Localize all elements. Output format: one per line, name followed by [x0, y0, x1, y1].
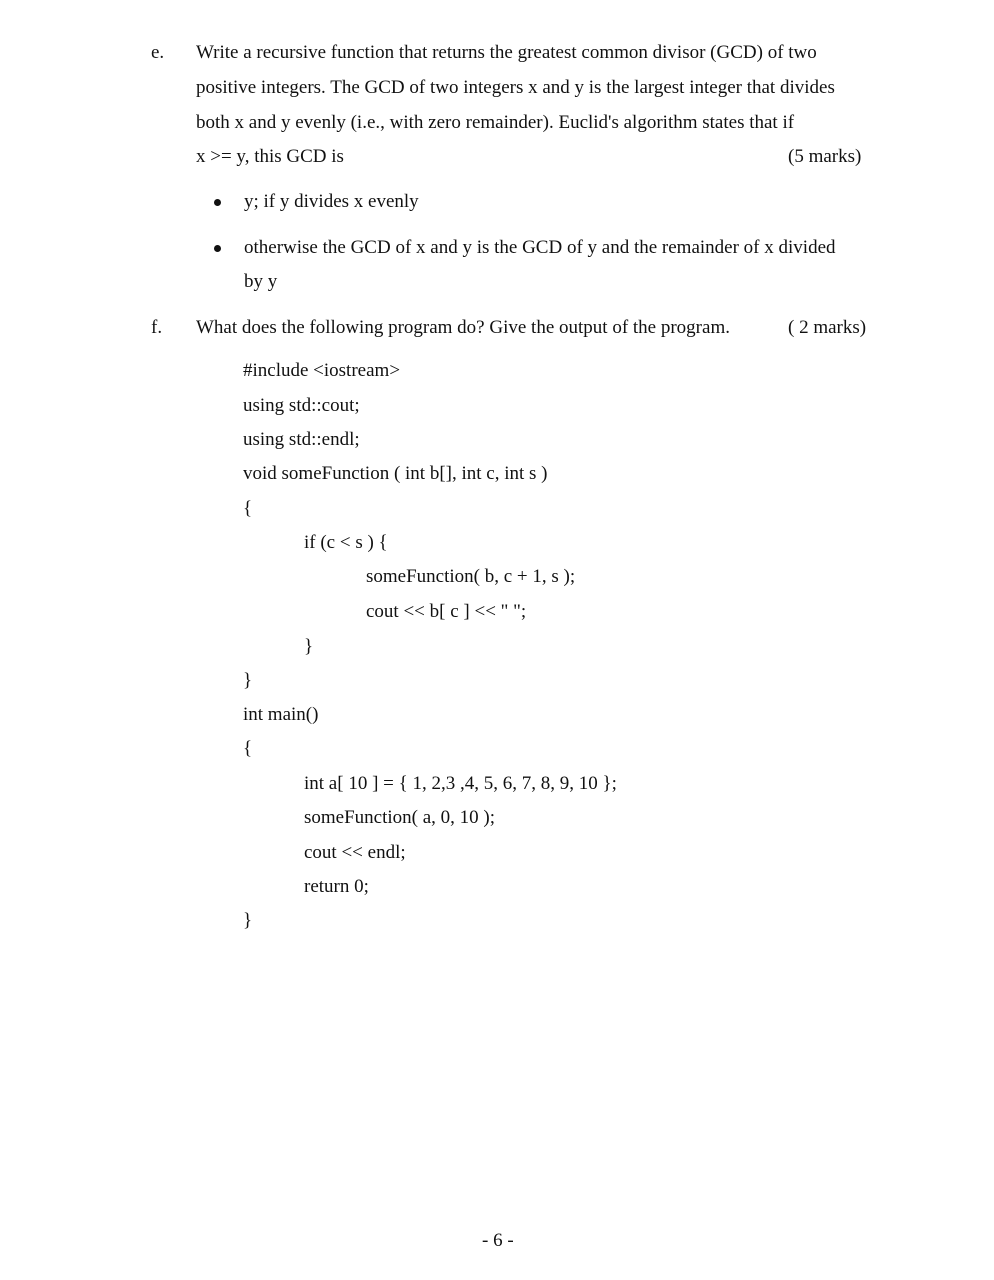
- question-e-bullet-2-line-1: otherwise the GCD of x and y is the GCD of y and the remainder of x divided: [244, 237, 836, 258]
- question-e-line-4: x >= y, this GCD is: [196, 146, 344, 167]
- question-e-bullet-2-line-2: by y: [244, 271, 278, 292]
- code-line: someFunction( a, 0, 10 );: [304, 807, 496, 828]
- code-line: void someFunction ( int b[], int c, int s ): [243, 463, 548, 484]
- code-line: int main(): [243, 704, 319, 725]
- code-line: using std::cout;: [243, 395, 360, 416]
- bullet-icon: [214, 245, 221, 252]
- bullet-icon: [214, 199, 221, 206]
- code-line: someFunction( b, c + 1, s );: [366, 566, 576, 587]
- question-f-label: f.: [151, 317, 163, 338]
- question-e-line-1: Write a recursive function that returns the greatest common divisor (GCD) of two: [196, 42, 817, 63]
- code-line: return 0;: [304, 876, 369, 897]
- question-f-marks: ( 2 marks): [788, 317, 867, 338]
- code-line: int a[ 10 ] = { 1, 2,3 ,4, 5, 6, 7, 8, 9, 10 };: [304, 773, 617, 794]
- code-line: {: [243, 498, 253, 519]
- code-line: }: [304, 636, 314, 657]
- question-e-line-3: both x and y evenly (i.e., with zero remainder). Euclid's algorithm states that if: [196, 112, 795, 133]
- question-e-marks: (5 marks): [788, 146, 862, 167]
- question-e-bullet-1: y; if y divides x evenly: [244, 191, 419, 212]
- code-line: #include <iostream>: [243, 360, 401, 381]
- question-f-text: What does the following program do? Give the output of the program.: [196, 317, 730, 338]
- code-line: if (c < s ) {: [304, 532, 388, 553]
- code-line: using std::endl;: [243, 429, 360, 450]
- code-line: }: [243, 670, 253, 691]
- code-line: {: [243, 738, 253, 759]
- code-line: cout << endl;: [304, 842, 406, 863]
- question-e-line-2: positive integers. The GCD of two integers x and y is the largest integer that divides: [196, 77, 835, 98]
- page-number: - 6 -: [482, 1230, 514, 1251]
- code-line: cout << b[ c ] << " ";: [366, 601, 527, 622]
- question-e-label: e.: [151, 42, 165, 63]
- code-line: }: [243, 910, 253, 931]
